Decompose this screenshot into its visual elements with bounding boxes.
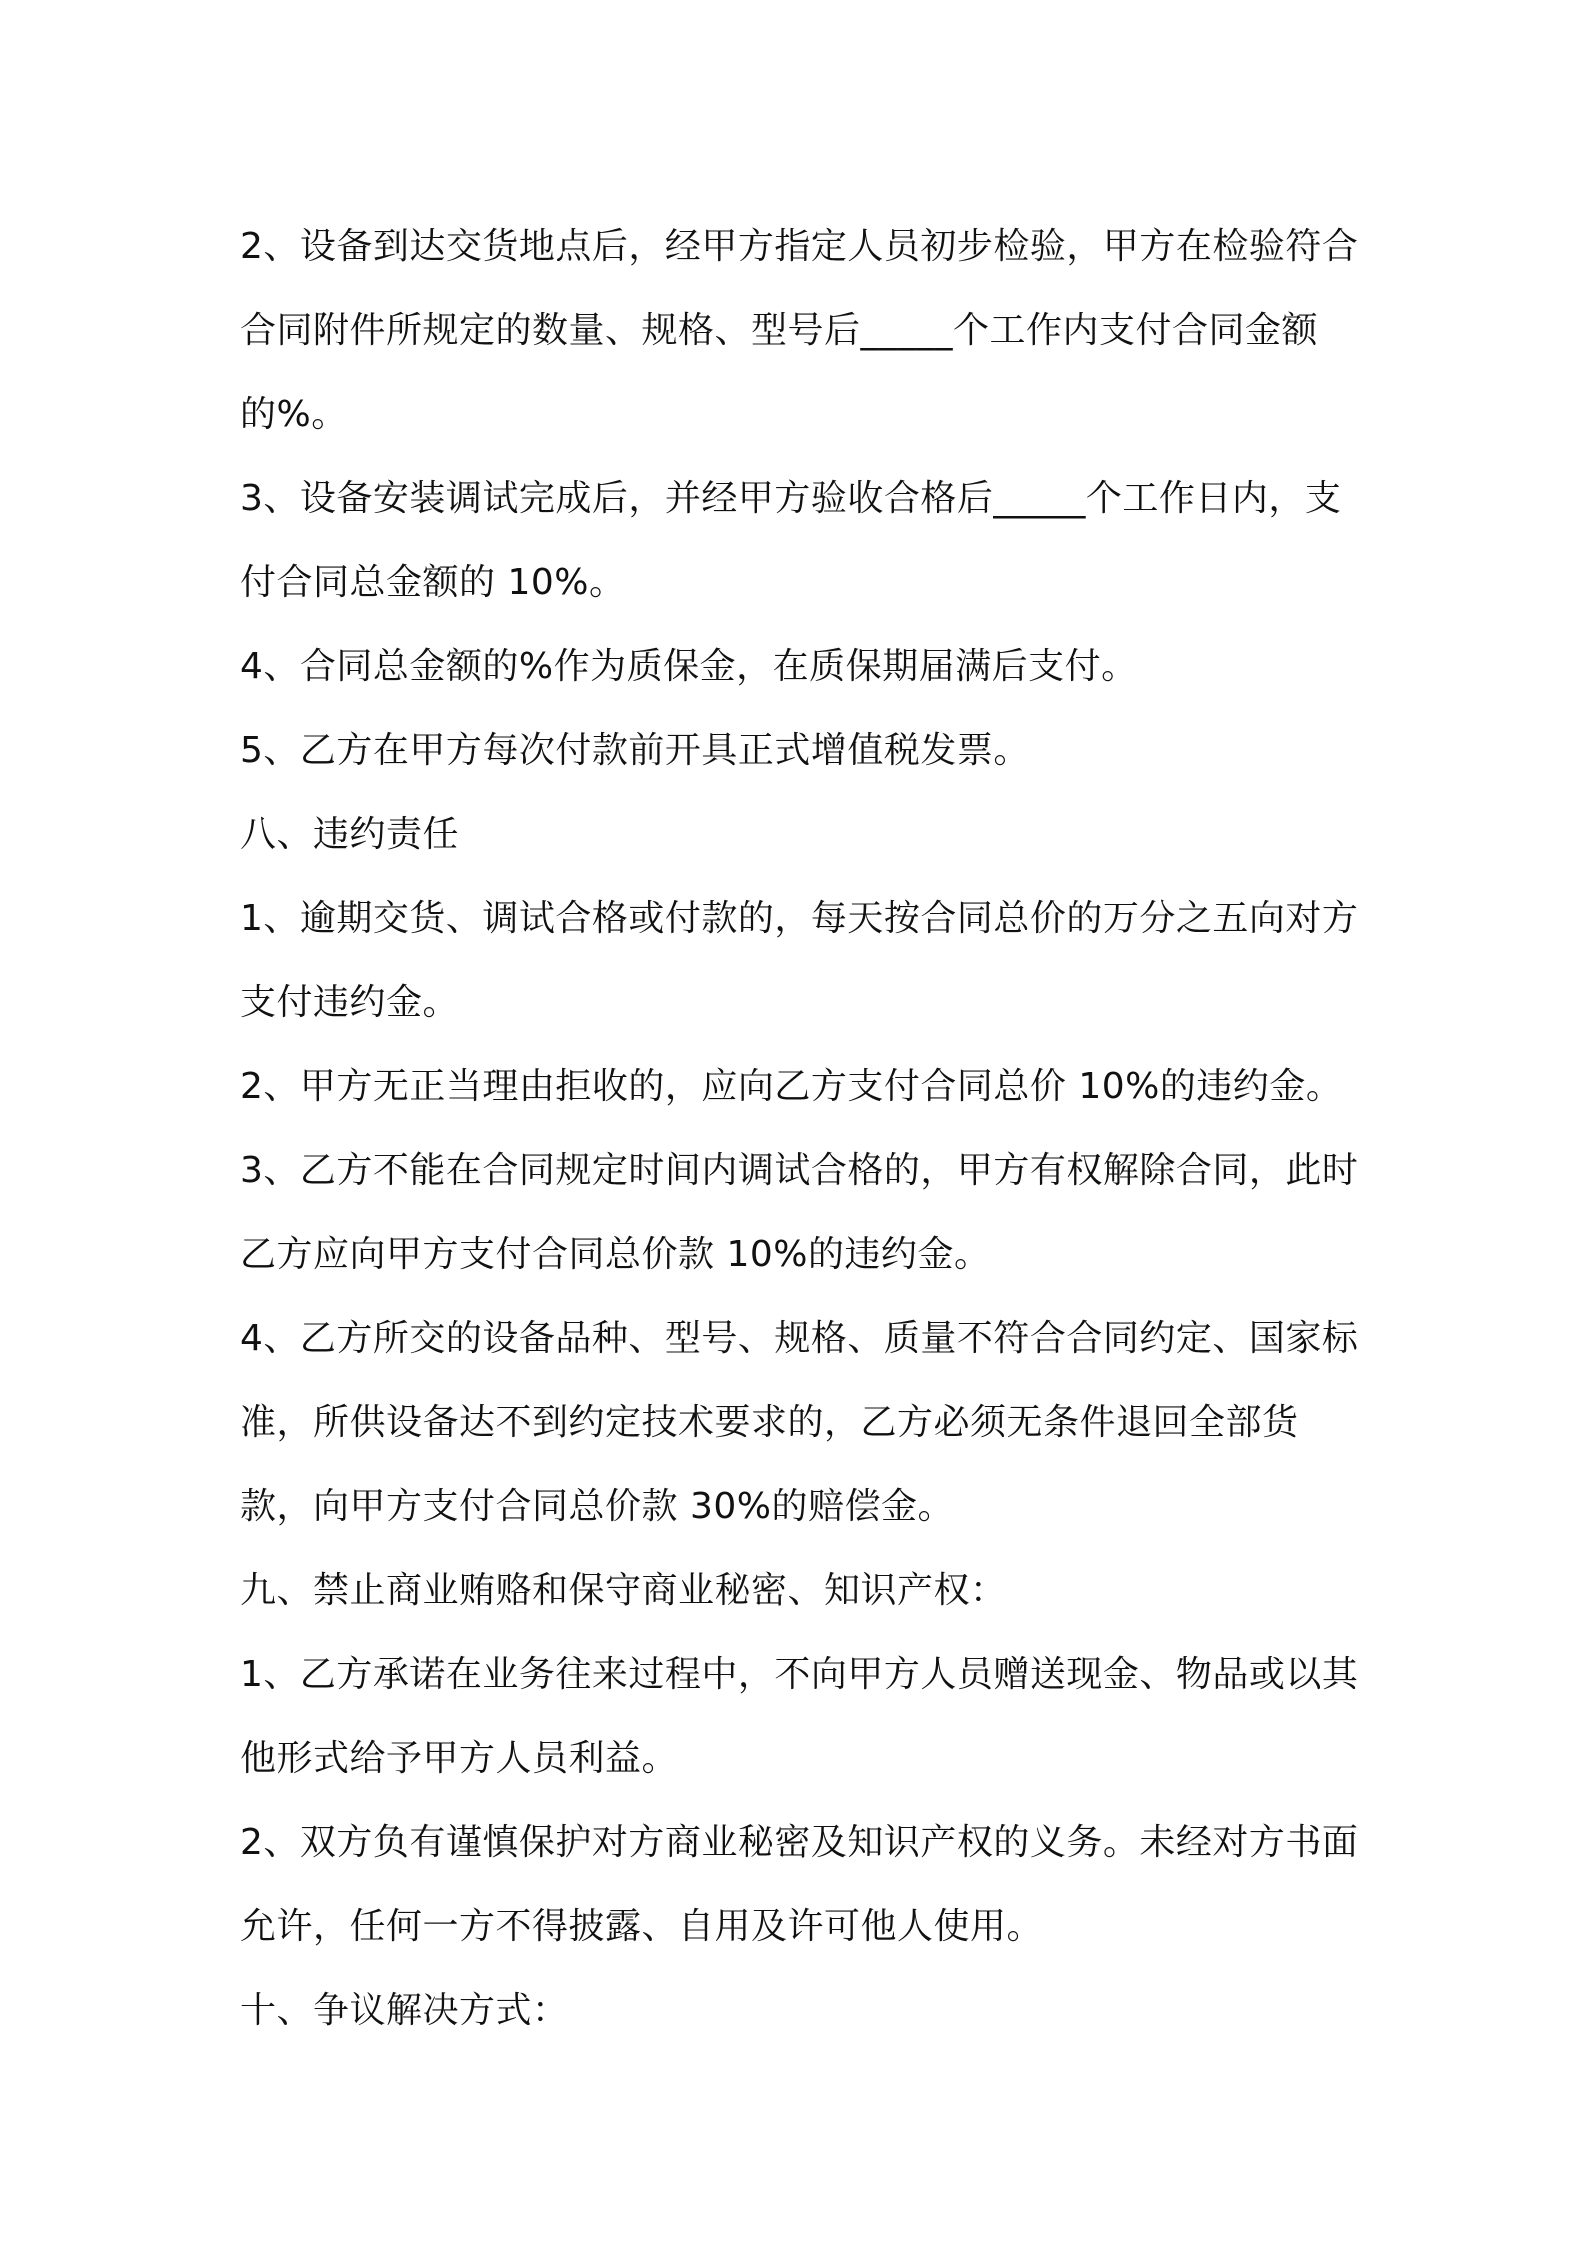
clause-liability-4: 4、乙方所交的设备品种、型号、规格、质量不符合合同约定、国家标准，所供设备达不到约定技术要求的，乙方必须无条件退回全部货款，向甲方支付合同总价款 30%的赔偿金。 [240,1318,1359,1527]
clause-payment-5: 5、乙方在甲方每次付款前开具正式增值税发票。 [240,730,1030,771]
clause-payment-2: 2、设备到达交货地点后，经甲方指定人员初步检验，甲方在检验符合合同附件所规定的数量、规格、型号后_____个工作内支付合同金额的%。 [240,226,1359,435]
section-heading-8: 八、违约责任 [240,814,460,855]
clause-payment-4: 4、合同总金额的%作为质保金，在质保期届满后支付。 [240,646,1138,687]
clause-payment-3: 3、设备安装调试完成后，并经甲方验收合格后_____个工作日内，支付合同总金额的 10%。 [240,478,1342,603]
section-heading-9: 九、禁止商业贿赂和保守商业秘密、知识产权： [240,1570,1007,1611]
section-heading-10: 十、争议解决方式： [240,1990,569,2031]
clause-confidentiality-2: 2、双方负有谨慎保护对方商业秘密及知识产权的义务。未经对方书面允许，任何一方不得披露、自用及许可他人使用。 [240,1822,1359,1947]
clause-liability-2: 2、甲方无正当理由拒收的，应向乙方支付合同总价 10%的违约金。 [240,1066,1343,1107]
document-body [240,205,1360,2053]
clause-confidentiality-1: 1、乙方承诺在业务往来过程中，不向甲方人员赠送现金、物品或以其他形式给予甲方人员利益。 [240,1654,1359,1779]
clause-liability-1: 1、逾期交货、调试合格或付款的，每天按合同总价的万分之五向对方支付违约金。 [240,898,1359,1023]
clause-liability-3: 3、乙方不能在合同规定时间内调试合格的，甲方有权解除合同，此时乙方应向甲方支付合同总价款 10%的违约金。 [240,1150,1359,1275]
